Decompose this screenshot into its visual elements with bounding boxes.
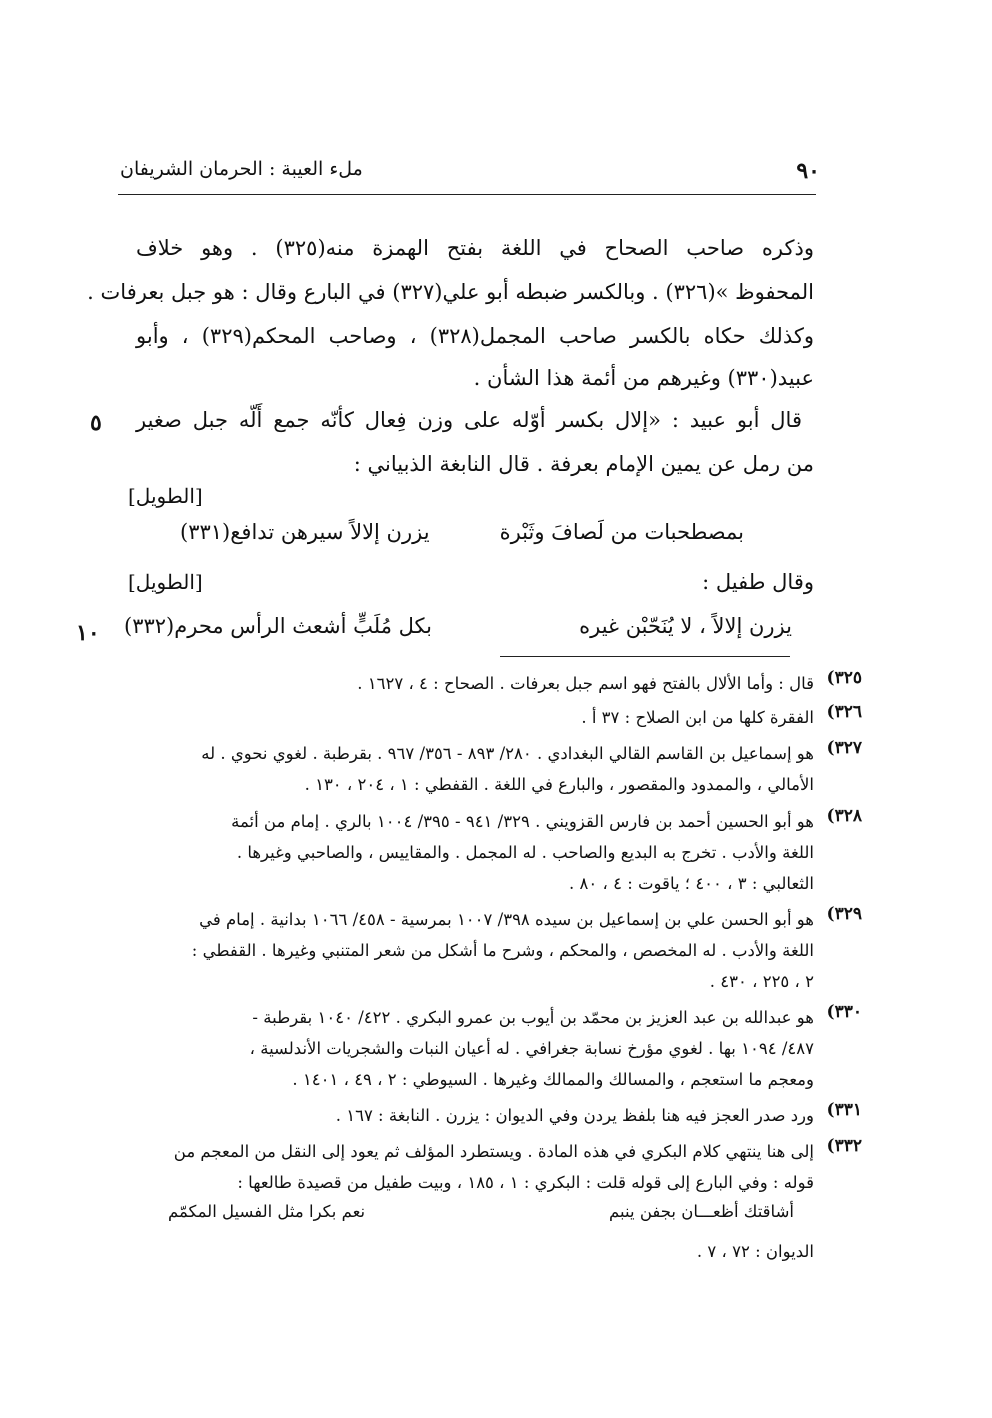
footnote-line: ورد صدر العجز فيه هنا بلفظ يردن وفي الديوان : يزرن . النابغة : ١٦٧ .	[335, 1106, 814, 1125]
page-number: ٩٠	[796, 158, 820, 184]
header-divider	[118, 194, 816, 195]
body-line: وقال طفيل :	[702, 570, 814, 594]
footnote-divider	[500, 656, 790, 657]
meter-label: [الطويل]	[128, 570, 203, 594]
footnote-number: ٣٢٦)	[826, 702, 862, 722]
line-number-margin: ١٠	[76, 620, 100, 646]
footnote-number: ٣٣١)	[826, 1100, 862, 1120]
footnote-line: إلى هنا ينتهي كلام البكري في هذه المادة . ويستطرد المؤلف ثم يعود إلى النقل من المعجم من	[173, 1142, 814, 1161]
footnote-line: ٢ ، ٢٢٥ ، ٤٣٠ .	[709, 972, 814, 991]
footnote	[124, 904, 862, 997]
line-number-margin: ٥	[90, 410, 102, 436]
body-line: من رمل عن يمين الإمام بعرفة . قال النابغة الذبياني :	[353, 452, 814, 476]
footnote-verse-second: نعم بكرا مثل الفسيل المكمّم	[168, 1202, 366, 1221]
footnote-line: ٤٨٧/ ١٠٩٤ بها . لغوي مؤرخ نسابة جغرافي . له أعيان النبات والشجريات الأندلسية ،	[249, 1039, 814, 1058]
footnote-number: ٣٣٢)	[826, 1136, 862, 1156]
footnote-line: هو عبدالله بن عبد العزيز بن محمّد بن أيوب بن عمرو البكري . ٤٢٢/ ١٠٤٠ بقرطبة -	[252, 1008, 814, 1027]
footnote	[124, 738, 862, 800]
footnote-line: ومعجم ما استعجم ، والمسالك والممالك وغيرها . السيوطي : ٢ ، ٤٩ ، ١٤٠١ .	[292, 1070, 814, 1089]
footnote-tail	[124, 1236, 814, 1267]
footnote-line: الثعالبي : ٣ ، ٤٠٠ ؛ ياقوت : ٤ ، ٨٠ .	[569, 874, 814, 893]
footnote-number: ٣٢٧)	[826, 738, 862, 758]
footnote-number: ٣٢٨)	[826, 806, 862, 826]
verse-first-hemistich: يزرن إلالاً ، لا يُنَحّبْن غيره	[579, 614, 792, 638]
footnote	[124, 1100, 862, 1131]
body-line: وذكره صاحب الصحاح في اللغة بفتح الهمزة منه(٣٢٥) . وهو خلاف	[136, 236, 814, 260]
footnote-line: هو إسماعيل بن القاسم القالي البغدادي . ٢٨٠/ ٨٩٣ - ٣٥٦/ ٩٦٧ . بقرطبة . لغوي نحوي . له	[201, 744, 814, 763]
footnote-line: الأمالي ، والممدود والمقصور ، والبارع في اللغة . القفطي : ١ ، ٢٠٤ ، ١٣٠ .	[304, 775, 814, 794]
footnote	[124, 668, 862, 699]
footnote-line: قوله : وفي البارع إلى قوله قلت : البكري : ١ ، ١٨٥ ، وبيت طفيل من قصيدة طالعها :	[237, 1173, 814, 1192]
verse-first-hemistich: بمصطحبات من لَصافَ وثَبْرة	[499, 520, 744, 544]
verse-second-hemistich: يزرن إلالاً سيرهن تدافع(٣٣١)	[180, 520, 430, 544]
meter-label: [الطويل]	[128, 484, 203, 508]
footnote-verse-first: أشاقتك أظعـــان بجفن ينبم	[609, 1202, 794, 1221]
footnote-line: الفقرة كلها من ابن الصلاح : ٣٧ أ .	[581, 708, 814, 727]
running-title: ملء العيبة : الحرمان الشريفان	[120, 158, 363, 180]
footnote-line: قال : وأما الألال بالفتح فهو اسم جبل بعرفات . الصحاح : ٤ ، ١٦٢٧ .	[357, 674, 814, 693]
footnote-line: الديوان : ٧٢ ، ٧ .	[696, 1242, 814, 1261]
footnote-line: هو أبو الحسن علي بن إسماعيل بن سيده ٣٩٨/ ١٠٠٧ بمرسية - ٤٥٨/ ١٠٦٦ بدانية . إمام في	[199, 910, 814, 929]
footnote	[124, 702, 862, 733]
footnote-number: ٣٣٠)	[826, 1002, 862, 1022]
body-line: قال أبو عبيد : «إلال بكسر أوّله على وزن فِعال كأنّه جمع أَلّه جبل صغير	[136, 408, 802, 432]
footnote-number: ٣٢٥)	[826, 668, 862, 688]
verse-second-hemistich: بكل مُلَبٍّ أشعث الرأس محرم(٣٣٢)	[124, 614, 432, 638]
footnote	[124, 1136, 862, 1198]
footnote-number: ٣٢٩)	[826, 904, 862, 924]
body-line: المحفوظ »(٣٢٦) . وبالكسر ضبطه أبو علي(٣٢٧) في البارع وقال : هو جبل بعرفات .	[87, 280, 814, 304]
footnote	[124, 806, 862, 899]
footnote-line: اللغة والأدب . له المخصص ، والمحكم ، وشرح ما أشكل من شعر المتنبي وغيرها . القفطي :	[191, 941, 814, 960]
footnote	[124, 1002, 862, 1095]
body-line: عبيد(٣٣٠) وغيرهم من أئمة هذا الشأن .	[473, 366, 814, 390]
footnote-line: هو أبو الحسين أحمد بن فارس القزويني . ٣٢٩/ ٩٤١ - ٣٩٥/ ١٠٠٤ بالري . إمام من أئمة	[231, 812, 814, 831]
body-line: وكذلك حكاه بالكسر صاحب المجمل(٣٢٨) ، وصاحب المحكم(٣٢٩) ، وأبو	[136, 324, 814, 348]
footnote-line: اللغة والأدب . تخرج به البديع والصاحب . له المجمل . والمقاييس ، والصاحبي وغيرها .	[236, 843, 814, 862]
